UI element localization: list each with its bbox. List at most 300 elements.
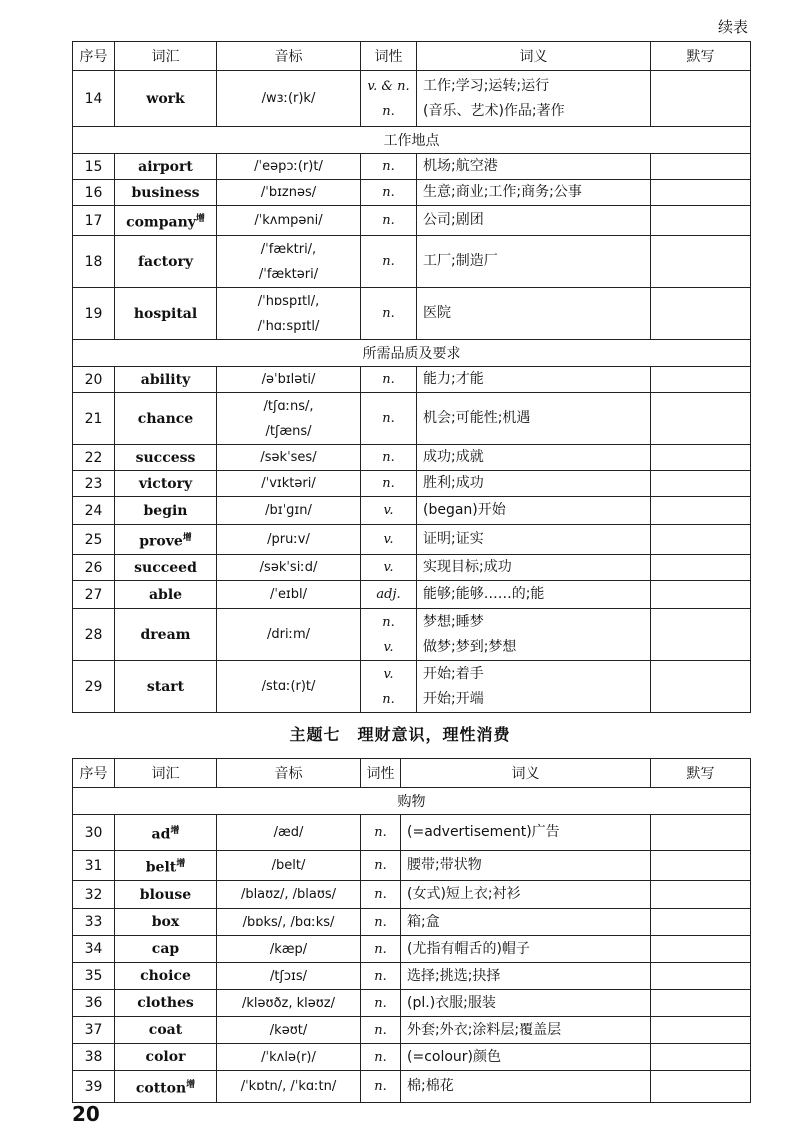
entry-word <box>115 936 217 963</box>
entry-word <box>115 471 217 497</box>
pos-line: n. <box>374 1079 387 1094</box>
entry-part-of-speech <box>361 206 417 236</box>
dictation-cell[interactable] <box>651 963 751 990</box>
phonetic-line: /kləʊðz, kləʊz/ <box>242 995 335 1011</box>
entry-word <box>115 154 217 180</box>
phonetic-line: /belt/ <box>271 858 306 873</box>
entry-number: 24 <box>73 497 115 525</box>
added-word-mark: 增 <box>182 532 192 543</box>
dictation-cell[interactable] <box>651 497 751 525</box>
pos-line: n. <box>382 185 395 200</box>
pos-line: n. <box>382 213 395 228</box>
entry-word <box>115 180 217 206</box>
dictation-cell[interactable] <box>651 1017 751 1044</box>
header-meaning: 词义 <box>417 42 651 71</box>
entry-number: 35 <box>73 963 115 990</box>
meaning-line: (=colour)颜色 <box>407 1048 502 1065</box>
entry-meaning <box>401 1017 651 1044</box>
meaning-line: 胜利;成功 <box>423 475 484 491</box>
entry-meaning <box>401 963 651 990</box>
table-row <box>73 581 751 609</box>
phonetic-line: /kæp/ <box>269 941 308 957</box>
phonetic-line: /ˈeɪbl/ <box>269 587 308 602</box>
dictation-cell[interactable] <box>651 180 751 206</box>
word-text: able <box>148 586 183 603</box>
phonetic-line: /blaʊz/, /blaʊs/ <box>240 887 337 902</box>
phonetic-line: /tʃɔɪs/ <box>270 968 307 984</box>
word-text: prove <box>139 533 183 550</box>
entry-meaning <box>401 909 651 936</box>
header-word: 词汇 <box>115 759 217 788</box>
added-word-mark: 增 <box>195 213 205 224</box>
entry-phonetic <box>217 288 361 340</box>
meaning-line: 实现目标;成功 <box>423 559 512 575</box>
phonetic-line: /ˈeəpɔː(r)t/ <box>254 159 323 174</box>
table-row <box>73 71 751 127</box>
table-row <box>73 288 751 340</box>
pos-line: n. <box>374 887 387 902</box>
table-row <box>73 909 751 936</box>
section-row <box>73 127 751 154</box>
entry-meaning <box>417 661 651 713</box>
pos-line: n. <box>374 825 387 840</box>
continued-label: 续表 <box>717 18 748 36</box>
phonetic-line: /əˈbɪləti/ <box>261 372 316 387</box>
entry-phonetic <box>217 609 361 661</box>
section-heading: 购物 <box>73 788 751 815</box>
entry-number: 25 <box>73 525 115 555</box>
entry-phonetic <box>217 1017 361 1044</box>
entry-word <box>115 581 217 609</box>
meaning-line: 腰带;带状物 <box>407 857 482 873</box>
entry-number: 18 <box>73 236 115 288</box>
section-row <box>73 788 751 815</box>
meaning-line: (pl.)衣服;服装 <box>407 994 496 1011</box>
pos-line: v. <box>383 503 394 518</box>
pos-line: v. <box>383 639 394 655</box>
entry-word <box>115 445 217 471</box>
vocabulary-table-work <box>72 41 751 713</box>
meaning-line: 开始;着手 <box>423 665 484 682</box>
entry-word <box>115 661 217 713</box>
entry-phonetic <box>217 154 361 180</box>
entry-part-of-speech <box>361 581 417 609</box>
dictation-cell[interactable] <box>651 236 751 288</box>
table-row <box>73 1044 751 1071</box>
dictation-cell[interactable] <box>651 881 751 909</box>
entry-phonetic <box>217 990 361 1017</box>
entry-part-of-speech <box>361 661 417 713</box>
dictation-cell[interactable] <box>651 206 751 236</box>
table-row <box>73 990 751 1017</box>
header-pos: 词性 <box>361 759 401 788</box>
word-text: ability <box>140 371 191 388</box>
entry-word <box>115 909 217 936</box>
entry-word <box>115 236 217 288</box>
pos-line: n. <box>382 103 395 119</box>
table-row <box>73 609 751 661</box>
word-text: clothes <box>137 995 194 1011</box>
meaning-line: 能够;能够……的;能 <box>423 586 545 602</box>
entry-meaning <box>401 815 651 851</box>
entry-meaning <box>417 525 651 555</box>
header-pos: 词性 <box>361 42 417 71</box>
table-row <box>73 851 751 881</box>
entry-meaning <box>401 990 651 1017</box>
word-text: work <box>146 90 185 107</box>
phonetic-line: /wɜː(r)k/ <box>261 91 316 106</box>
phonetic-line: /driːm/ <box>266 627 310 642</box>
dictation-cell[interactable] <box>651 525 751 555</box>
phonetic-line: /stɑː(r)t/ <box>261 679 316 694</box>
entry-part-of-speech <box>361 851 401 881</box>
meaning-line: 机会;可能性;机遇 <box>423 410 531 426</box>
meaning-line: 做梦;梦到;梦想 <box>423 638 517 655</box>
entry-number: 26 <box>73 555 115 581</box>
table-row <box>73 236 751 288</box>
entry-meaning <box>417 445 651 471</box>
entry-phonetic <box>217 393 361 445</box>
table-row <box>73 497 751 525</box>
dictation-cell[interactable] <box>651 1071 751 1103</box>
header-dictation: 默写 <box>651 42 751 71</box>
meaning-line: (尤指有帽舌的)帽子 <box>407 940 530 957</box>
pos-line: n. <box>382 691 395 707</box>
section-row <box>73 340 751 367</box>
pos-line: n. <box>374 941 387 957</box>
word-text: cotton <box>135 1080 187 1097</box>
entry-meaning <box>417 180 651 206</box>
table-row <box>73 393 751 445</box>
dictation-cell[interactable] <box>651 555 751 581</box>
entry-part-of-speech <box>361 815 401 851</box>
meaning-line: 外套;外衣;涂料层;覆盖层 <box>407 1021 562 1038</box>
pos-line: v. <box>383 666 394 682</box>
pos-line: n. <box>382 411 395 426</box>
table-header-row <box>73 42 751 71</box>
dictation-cell[interactable] <box>651 154 751 180</box>
pos-line: n. <box>382 450 395 465</box>
entry-phonetic <box>217 236 361 288</box>
table-row <box>73 936 751 963</box>
phonetic-line: /æd/ <box>273 825 304 840</box>
phonetic-line: /səkˈsiːd/ <box>259 560 318 575</box>
dictation-cell[interactable] <box>651 581 751 609</box>
entry-meaning <box>417 497 651 525</box>
meaning-line: 梦想;睡梦 <box>423 613 484 630</box>
entry-meaning <box>417 288 651 340</box>
pos-line: n. <box>374 995 387 1011</box>
table-row <box>73 525 751 555</box>
table-row <box>73 180 751 206</box>
entry-phonetic <box>217 1071 361 1103</box>
table-header-row <box>73 759 751 788</box>
entry-number: 38 <box>73 1044 115 1071</box>
word-text: belt <box>145 859 177 876</box>
word-text: succeed <box>134 559 197 576</box>
word-text: dream <box>140 626 191 643</box>
phonetic-line: /ˈkʌlə(r)/ <box>261 1049 316 1065</box>
entry-phonetic <box>217 1044 361 1071</box>
dictation-cell[interactable] <box>651 909 751 936</box>
dictation-cell[interactable] <box>651 288 751 340</box>
pos-line: n. <box>382 476 395 491</box>
entry-part-of-speech <box>361 990 401 1017</box>
entry-number: 29 <box>73 661 115 713</box>
entry-word <box>115 609 217 661</box>
entry-number: 33 <box>73 909 115 936</box>
entry-part-of-speech <box>361 963 401 990</box>
dictation-cell[interactable] <box>651 661 751 713</box>
word-text: ad <box>151 826 171 843</box>
vocabulary-table-shopping <box>72 758 751 1103</box>
entry-word <box>115 815 217 851</box>
header-index: 序号 <box>73 42 115 71</box>
entry-word <box>115 288 217 340</box>
entry-part-of-speech <box>361 881 401 909</box>
word-text: business <box>131 184 200 201</box>
word-text: color <box>145 1049 186 1065</box>
meaning-line: 能力;才能 <box>423 371 484 387</box>
entry-meaning <box>417 393 651 445</box>
entry-part-of-speech <box>361 445 417 471</box>
meaning-line: 机场;航空港 <box>423 158 498 174</box>
entry-phonetic <box>217 471 361 497</box>
entry-meaning <box>401 851 651 881</box>
table-row <box>73 815 751 851</box>
pos-line: v. & n. <box>367 78 410 94</box>
entry-number: 19 <box>73 288 115 340</box>
phonetic-line: /bɒks/, /bɑːks/ <box>242 914 335 930</box>
table-row <box>73 206 751 236</box>
pos-line: n. <box>374 858 387 873</box>
word-text: factory <box>138 253 193 270</box>
entry-number: 14 <box>73 71 115 127</box>
meaning-line: 棉;棉花 <box>407 1078 454 1094</box>
meaning-line: 医院 <box>423 305 451 321</box>
word-text: box <box>151 914 180 930</box>
entry-phonetic <box>217 661 361 713</box>
pos-line: n. <box>382 372 395 387</box>
table-row <box>73 471 751 497</box>
phonetic-line: /ˈhɑːspɪtl/ <box>257 318 320 334</box>
meaning-line: 箱;盒 <box>407 913 440 930</box>
table-body <box>73 71 751 713</box>
table-row <box>73 881 751 909</box>
entry-part-of-speech <box>361 236 417 288</box>
phonetic-line: /ˈvɪktəri/ <box>261 476 316 491</box>
added-word-mark: 增 <box>176 858 186 869</box>
table-row <box>73 1071 751 1103</box>
table-row <box>73 367 751 393</box>
table-row <box>73 661 751 713</box>
dictation-cell[interactable] <box>651 1044 751 1071</box>
meaning-line: 成功;成就 <box>423 449 484 465</box>
word-text: victory <box>138 475 193 492</box>
table-row <box>73 555 751 581</box>
entry-number: 39 <box>73 1071 115 1103</box>
entry-part-of-speech <box>361 471 417 497</box>
entry-number: 37 <box>73 1017 115 1044</box>
table-row <box>73 963 751 990</box>
entry-phonetic <box>217 71 361 127</box>
phonetic-line: /ˈhɒspɪtl/, <box>257 293 320 309</box>
entry-part-of-speech <box>361 367 417 393</box>
phonetic-line: /ˈkʌmpəni/ <box>254 213 323 228</box>
pos-line: n. <box>382 306 395 321</box>
added-word-mark: 增 <box>170 825 180 836</box>
entry-part-of-speech <box>361 497 417 525</box>
entry-number: 27 <box>73 581 115 609</box>
entry-number: 31 <box>73 851 115 881</box>
meaning-line: 公司;剧团 <box>423 212 484 228</box>
pos-line: v. <box>383 532 394 547</box>
pos-line: n. <box>382 614 395 630</box>
entry-meaning <box>417 154 651 180</box>
meaning-line: 工作;学习;运转;运行 <box>423 77 550 94</box>
dictation-cell[interactable] <box>651 990 751 1017</box>
dictation-cell[interactable] <box>651 851 751 881</box>
entry-word <box>115 1071 217 1103</box>
entry-phonetic <box>217 881 361 909</box>
entry-phonetic <box>217 206 361 236</box>
dictation-cell[interactable] <box>651 609 751 661</box>
header-meaning: 词义 <box>401 759 651 788</box>
entry-meaning <box>417 236 651 288</box>
dictation-cell[interactable] <box>651 471 751 497</box>
table-body <box>73 788 751 1103</box>
meaning-line: (began)开始 <box>423 502 506 518</box>
word-text: choice <box>140 968 191 984</box>
meaning-line: 证明;证实 <box>423 531 484 547</box>
dictation-cell[interactable] <box>651 393 751 445</box>
word-text: airport <box>138 158 193 175</box>
header-index: 序号 <box>73 759 115 788</box>
word-text: start <box>146 678 185 695</box>
entry-meaning <box>417 71 651 127</box>
pos-line: adj. <box>376 587 401 602</box>
word-text: chance <box>137 410 194 427</box>
word-text: hospital <box>133 305 198 322</box>
entry-number: 30 <box>73 815 115 851</box>
phonetic-line: /ˈfæktəri/ <box>258 266 319 282</box>
table-row <box>73 445 751 471</box>
meaning-line: (女式)短上衣;衬衫 <box>407 886 521 902</box>
entry-part-of-speech <box>361 1071 401 1103</box>
section-heading: 工作地点 <box>73 127 751 154</box>
dictation-cell[interactable] <box>651 367 751 393</box>
pos-line: v. <box>383 560 394 575</box>
entry-phonetic <box>217 851 361 881</box>
dictation-cell[interactable] <box>651 445 751 471</box>
entry-part-of-speech <box>361 609 417 661</box>
entry-meaning <box>401 1044 651 1071</box>
entry-part-of-speech <box>361 71 417 127</box>
header-word: 词汇 <box>115 42 217 71</box>
entry-word <box>115 367 217 393</box>
page-number: 20 <box>72 1102 100 1126</box>
word-text: cap <box>151 941 180 957</box>
header-phonetic: 音标 <box>217 759 361 788</box>
phonetic-line: /səkˈses/ <box>260 450 317 465</box>
entry-part-of-speech <box>361 288 417 340</box>
entry-meaning <box>417 367 651 393</box>
entry-part-of-speech <box>361 555 417 581</box>
meaning-line: 工厂;制造厂 <box>423 253 498 269</box>
dictation-cell[interactable] <box>651 936 751 963</box>
entry-number: 17 <box>73 206 115 236</box>
entry-meaning <box>417 581 651 609</box>
entry-number: 15 <box>73 154 115 180</box>
entry-number: 21 <box>73 393 115 445</box>
entry-word <box>115 206 217 236</box>
table-row <box>73 154 751 180</box>
entry-phonetic <box>217 367 361 393</box>
entry-phonetic <box>217 815 361 851</box>
entry-phonetic <box>217 180 361 206</box>
pos-line: n. <box>382 254 395 269</box>
table-row <box>73 1017 751 1044</box>
phonetic-line: /ˈfæktri/, <box>260 241 317 257</box>
entry-meaning <box>417 471 651 497</box>
word-text: coat <box>148 1022 183 1038</box>
entry-part-of-speech <box>361 180 417 206</box>
entry-word <box>115 525 217 555</box>
phonetic-line: /ˈbɪznəs/ <box>260 185 317 200</box>
entry-word <box>115 393 217 445</box>
entry-phonetic <box>217 963 361 990</box>
entry-phonetic <box>217 445 361 471</box>
pos-line: n. <box>374 914 387 930</box>
entry-part-of-speech <box>361 525 417 555</box>
pos-line: n. <box>374 968 387 984</box>
entry-meaning <box>417 609 651 661</box>
phonetic-line: /pruːv/ <box>267 532 310 547</box>
word-text: success <box>135 449 196 466</box>
meaning-line: 开始;开端 <box>423 690 484 707</box>
entry-number: 36 <box>73 990 115 1017</box>
entry-number: 23 <box>73 471 115 497</box>
entry-meaning <box>417 555 651 581</box>
header-phonetic: 音标 <box>217 42 361 71</box>
entry-number: 28 <box>73 609 115 661</box>
entry-word <box>115 963 217 990</box>
meaning-line: (=advertisement)广告 <box>407 824 560 840</box>
entry-word <box>115 71 217 127</box>
pos-line: n. <box>374 1049 387 1065</box>
entry-phonetic <box>217 525 361 555</box>
dictation-cell[interactable] <box>651 815 751 851</box>
entry-number: 22 <box>73 445 115 471</box>
word-text: begin <box>143 502 188 519</box>
entry-word <box>115 851 217 881</box>
entry-part-of-speech <box>361 393 417 445</box>
entry-part-of-speech <box>361 1044 401 1071</box>
entry-word <box>115 1044 217 1071</box>
phonetic-line: /tʃɑːns/, <box>263 398 314 414</box>
entry-word <box>115 881 217 909</box>
section-heading: 所需品质及要求 <box>73 340 751 367</box>
header-dictation: 默写 <box>651 759 751 788</box>
entry-meaning <box>401 936 651 963</box>
dictation-cell[interactable] <box>651 71 751 127</box>
theme-title: 主题七 理财意识，理性消费 <box>289 725 511 744</box>
entry-number: 16 <box>73 180 115 206</box>
entry-part-of-speech <box>361 909 401 936</box>
entry-number: 34 <box>73 936 115 963</box>
entry-part-of-speech <box>361 936 401 963</box>
entry-word <box>115 497 217 525</box>
